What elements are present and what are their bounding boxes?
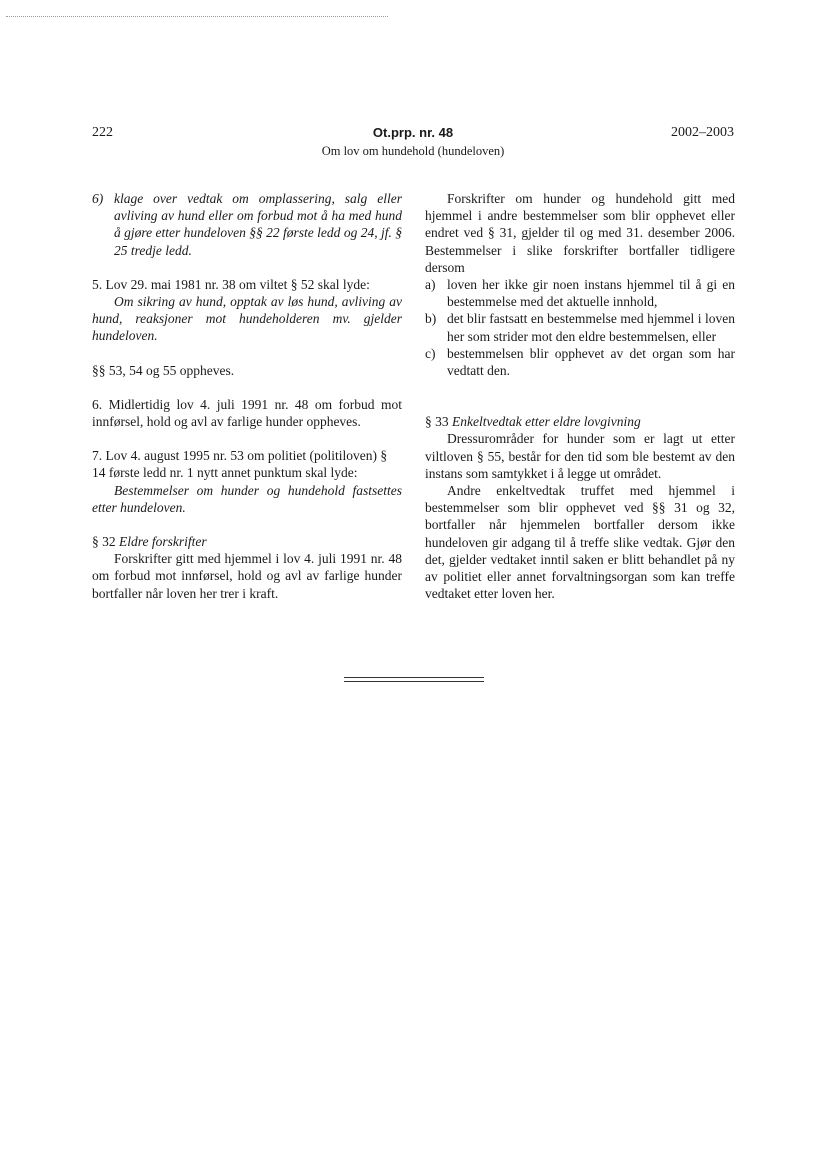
list-marker: a) (425, 277, 436, 293)
publication-title: Ot.prp. nr. 48 (372, 125, 454, 140)
amendment-5-lead: 5. Lov 29. mai 1981 nr. 38 om viltet § 52 skal lyde: (92, 276, 370, 292)
list-item-a (425, 276, 735, 310)
section-number: § 32 (92, 534, 116, 550)
repeal-statement: §§ 53, 54 og 55 oppheves. (92, 362, 235, 378)
list-marker: b) (425, 311, 437, 327)
right-column (425, 190, 735, 602)
section-33-heading (425, 413, 735, 430)
list-item-text: bestemmelsen blir opphevet av det organ som har vedtatt den. (447, 345, 735, 379)
section-title: Enkeltvedtak etter eldre lovgivning (452, 414, 641, 430)
section-number: § 33 (425, 414, 449, 430)
section-33-paragraph-2: Andre enkeltvedtak truffet med hjemmel i bestemmelser som blir opphevet ved §§ 31 og 32, bortfaller når hjemmelen bortfaller dersom ikke hundeloven gir adgang til å treffe slike vedtak. Gjør den det, gjelder vedtaket inntil saken er blitt behandlet på ny av politiet eller annet forvaltningsorgan som kan treffe vedtaket etter loven her. (425, 483, 735, 602)
end-of-text-rule (344, 677, 484, 682)
section-title: Eldre forskrifter (119, 534, 207, 550)
amendment-6: 6. Midlertidig lov 4. juli 1991 nr. 48 om forbud mot innførsel, hold og avl av farlige hunder oppheves. (92, 396, 402, 430)
scan-artifact-line (6, 16, 388, 17)
publication-subtitle: Om lov om hundehold (hundeloven) (321, 144, 505, 158)
amendment-7-lead: 7. Lov 4. august 1995 nr. 53 om politiet (politiloven) § 14 første ledd nr. 1 nytt annet punktum skal lyde: (92, 448, 388, 481)
section-33-paragraph-1: Dressurområder for hunder som er lagt ut etter viltloven § 55, består for den tid som ble bestemt av den instans som samtykket i å legge ut området. (425, 431, 735, 481)
section-32-heading (92, 533, 402, 550)
list-item-text: det blir fastsatt en bestemmelse med hjemmel i loven her som strider mot den eldre bestemmelsen, eller (447, 311, 735, 344)
list-item-b (425, 310, 735, 344)
list-item-text: loven her ikke gir noen instans hjemmel til å gi en bestemmelse med det aktuelle innhold, (447, 277, 735, 310)
amendment-7-quote: Bestemmelser om hunder og hundehold fastsettes etter hundeloven. (92, 482, 402, 515)
left-column (92, 190, 402, 602)
session-year: 2002–2003 (671, 125, 734, 140)
section-32-continuation: Forskrifter om hunder og hundehold gitt med hjemmel i andre bestemmelser som blir opphevet eller endret ved § 31, gjelder til og med 31. desember 2006. Bestemmelser i slike forskrifter bortfaller tidligere dersom (425, 191, 735, 275)
list-item-c (425, 345, 735, 379)
list-item-text: klage over vedtak om omplassering, salg eller avliving av hund eller om forbud mot å ha med hund å gjøre etter hundeloven §§ 22 første ledd og 24, jf. § 25 tredje ledd. (114, 191, 402, 258)
list-marker: c) (425, 345, 436, 361)
page-number: 222 (92, 125, 113, 140)
page-header (92, 125, 734, 165)
list-marker: 6) (92, 191, 104, 206)
list-item-6 (92, 190, 402, 259)
amendment-5-quote: Om sikring av hund, opptak av løs hund, avliving av hund, reaksjoner mot hundeholderen mv. gjelder hundeloven. (92, 294, 402, 344)
section-32-body: Forskrifter gitt med hjemmel i lov 4. juli 1991 nr. 48 om forbud mot innførsel, hold og avl av farlige hunder bortfaller når loven her trer i kraft. (92, 551, 402, 601)
